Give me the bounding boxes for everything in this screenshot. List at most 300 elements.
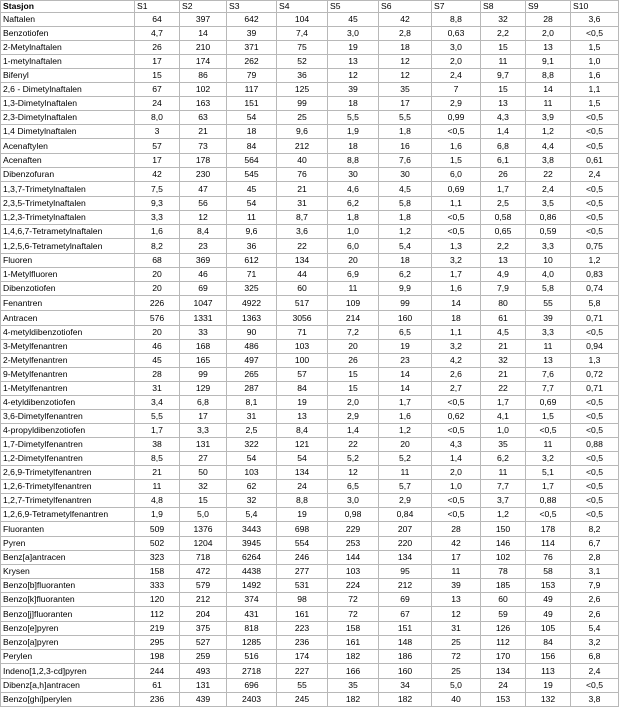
value-cell: <0,5 <box>432 396 481 410</box>
value-cell: 1,2 <box>481 508 526 522</box>
compound-name-cell: Benzo[j]fluoranten <box>1 607 135 622</box>
value-cell: 59 <box>481 607 526 622</box>
table-row <box>1 296 619 311</box>
value-cell: 516 <box>227 650 277 664</box>
value-cell: 3,3 <box>180 424 227 438</box>
value-cell: 30 <box>328 168 379 182</box>
value-cell: 1,7 <box>481 182 526 197</box>
value-cell: 2,7 <box>432 382 481 396</box>
value-cell: 3 <box>135 125 180 139</box>
value-cell: 11 <box>526 97 571 111</box>
table-row <box>1 522 619 537</box>
value-cell: 102 <box>180 83 227 97</box>
value-cell: 5,1 <box>526 466 571 480</box>
value-cell: 31 <box>227 410 277 424</box>
value-cell: 2,4 <box>571 664 619 679</box>
value-cell: 219 <box>135 622 180 636</box>
value-cell: 21 <box>481 340 526 354</box>
value-cell: 207 <box>379 522 432 537</box>
value-cell: 15 <box>481 41 526 55</box>
value-cell: 0,99 <box>432 111 481 125</box>
value-cell: 23 <box>379 354 432 368</box>
value-cell: 1,7 <box>481 396 526 410</box>
value-cell: 2,6 <box>571 593 619 607</box>
value-cell: 21 <box>180 125 227 139</box>
value-cell: 16 <box>379 139 432 154</box>
value-cell: 6,2 <box>328 197 379 211</box>
value-cell: 76 <box>277 168 328 182</box>
value-cell: 564 <box>227 154 277 168</box>
compound-name-cell: 1,2,6-Trimetylfenantren <box>1 480 135 494</box>
compound-name-cell: 2,3-Dimetylnaftalen <box>1 111 135 125</box>
value-cell: 7,9 <box>571 579 619 593</box>
value-cell: 11 <box>379 466 432 480</box>
value-cell: 7,4 <box>277 27 328 41</box>
value-cell: 322 <box>227 438 277 452</box>
column-header-s3: S3 <box>227 1 277 13</box>
value-cell: 11 <box>526 340 571 354</box>
value-cell: 13 <box>481 254 526 268</box>
value-cell: 1331 <box>180 311 227 326</box>
value-cell: 61 <box>481 311 526 326</box>
value-cell: 3443 <box>227 522 277 537</box>
value-cell: 17 <box>432 551 481 565</box>
value-cell: 35 <box>481 438 526 452</box>
value-cell: 4,5 <box>481 326 526 340</box>
value-cell: <0,5 <box>571 508 619 522</box>
value-cell: 236 <box>277 636 328 650</box>
value-cell: 165 <box>180 354 227 368</box>
value-cell: 262 <box>227 55 277 69</box>
value-cell: 131 <box>180 679 227 693</box>
value-cell: <0,5 <box>526 508 571 522</box>
value-cell: 39 <box>432 579 481 593</box>
value-cell: 554 <box>277 537 328 551</box>
table-row <box>1 83 619 97</box>
compound-name-cell: Dibenz[a,h]antracen <box>1 679 135 693</box>
value-cell: 0,94 <box>571 340 619 354</box>
value-cell: 12 <box>432 607 481 622</box>
value-cell: 20 <box>328 254 379 268</box>
value-cell: 134 <box>277 254 328 268</box>
value-cell: 26 <box>135 41 180 55</box>
value-cell: 158 <box>328 622 379 636</box>
value-cell: 38 <box>135 438 180 452</box>
value-cell: 0,61 <box>571 154 619 168</box>
value-cell: 32 <box>481 354 526 368</box>
value-cell: 55 <box>526 296 571 311</box>
value-cell: 11 <box>328 282 379 296</box>
value-cell: 236 <box>135 693 180 707</box>
value-cell: 13 <box>432 593 481 607</box>
value-cell: 113 <box>526 664 571 679</box>
compound-name-cell: 1,2,3-Trimetylnaftalen <box>1 211 135 225</box>
compound-name-cell: Acenaften <box>1 154 135 168</box>
value-cell: 18 <box>328 97 379 111</box>
value-cell: 17 <box>135 55 180 69</box>
value-cell: 1,4 <box>432 452 481 466</box>
value-cell: 6,1 <box>481 154 526 168</box>
value-cell: 2,8 <box>379 27 432 41</box>
value-cell: 2403 <box>227 693 277 707</box>
value-cell: 148 <box>379 636 432 650</box>
value-cell: 2,4 <box>432 69 481 83</box>
value-cell: 244 <box>135 664 180 679</box>
value-cell: 0,75 <box>571 239 619 254</box>
table-row <box>1 211 619 225</box>
value-cell: 146 <box>481 537 526 551</box>
value-cell: 6,2 <box>379 268 432 282</box>
value-cell: 497 <box>227 354 277 368</box>
value-cell: 545 <box>227 168 277 182</box>
value-cell: 431 <box>227 607 277 622</box>
value-cell: <0,5 <box>571 494 619 508</box>
value-cell: 3,6 <box>277 225 328 239</box>
value-cell: 84 <box>227 139 277 154</box>
value-cell: <0,5 <box>571 125 619 139</box>
table-row <box>1 650 619 664</box>
value-cell: 5,5 <box>135 410 180 424</box>
value-cell: 3,2 <box>571 636 619 650</box>
value-cell: 9,9 <box>379 282 432 296</box>
value-cell: 120 <box>135 593 180 607</box>
value-cell: 212 <box>180 593 227 607</box>
value-cell: 57 <box>277 368 328 382</box>
value-cell: 7 <box>432 83 481 97</box>
value-cell: 80 <box>481 296 526 311</box>
value-cell: 277 <box>277 565 328 579</box>
value-cell: 0,58 <box>481 211 526 225</box>
value-cell: 7,6 <box>526 368 571 382</box>
value-cell: 6,5 <box>379 326 432 340</box>
value-cell: 71 <box>277 326 328 340</box>
value-cell: 1,3 <box>571 354 619 368</box>
value-cell: 144 <box>328 551 379 565</box>
value-cell: 0,74 <box>571 282 619 296</box>
value-cell: 54 <box>227 111 277 125</box>
value-cell: 25 <box>277 111 328 125</box>
compound-name-cell: Naftalen <box>1 13 135 27</box>
value-cell: <0,5 <box>571 396 619 410</box>
table-row <box>1 268 619 282</box>
compound-name-cell: 3,6-Dimetylfenantren <box>1 410 135 424</box>
value-cell: 158 <box>135 565 180 579</box>
table-row <box>1 311 619 326</box>
value-cell: 8,0 <box>135 111 180 125</box>
value-cell: 72 <box>328 593 379 607</box>
value-cell: 3,3 <box>526 239 571 254</box>
value-cell: 333 <box>135 579 180 593</box>
value-cell: 472 <box>180 565 227 579</box>
value-cell: 493 <box>180 664 227 679</box>
table-row <box>1 424 619 438</box>
compound-name-cell: Benzo[a]pyren <box>1 636 135 650</box>
table-row <box>1 168 619 182</box>
compound-name-cell: 1-Metylfluoren <box>1 268 135 282</box>
value-cell: 5,2 <box>328 452 379 466</box>
value-cell: 0,65 <box>481 225 526 239</box>
value-cell: 52 <box>277 55 328 69</box>
value-cell: 12 <box>180 211 227 225</box>
value-cell: 11 <box>481 55 526 69</box>
value-cell: 31 <box>135 382 180 396</box>
value-cell: 32 <box>227 494 277 508</box>
table-row <box>1 354 619 368</box>
table-row <box>1 494 619 508</box>
table-row <box>1 111 619 125</box>
value-cell: 2,9 <box>379 494 432 508</box>
value-cell: 7,9 <box>481 282 526 296</box>
value-cell: 15 <box>180 494 227 508</box>
value-cell: 3,7 <box>481 494 526 508</box>
table-row <box>1 622 619 636</box>
value-cell: 1,2 <box>379 225 432 239</box>
value-cell: 1,3 <box>432 239 481 254</box>
table-row <box>1 480 619 494</box>
value-cell: 18 <box>379 254 432 268</box>
value-cell: 109 <box>328 296 379 311</box>
value-cell: 49 <box>526 593 571 607</box>
value-cell: 527 <box>180 636 227 650</box>
value-cell: 642 <box>227 13 277 27</box>
value-cell: 134 <box>481 664 526 679</box>
value-cell: 3,3 <box>526 326 571 340</box>
value-cell: 1,2 <box>526 125 571 139</box>
compound-name-cell: Benz[a]antracen <box>1 551 135 565</box>
compound-name-cell: 1,2,6,9-Tetrametylfenantren <box>1 508 135 522</box>
table-row <box>1 282 619 296</box>
value-cell: <0,5 <box>571 139 619 154</box>
compound-name-cell: Krysen <box>1 565 135 579</box>
value-cell: 1,8 <box>379 211 432 225</box>
value-cell: 58 <box>526 565 571 579</box>
value-cell: 1204 <box>180 537 227 551</box>
value-cell: 174 <box>180 55 227 69</box>
value-cell: 0,69 <box>526 396 571 410</box>
compound-name-cell: 1,3-Dimetylnaftalen <box>1 97 135 111</box>
value-cell: 13 <box>526 354 571 368</box>
value-cell: 42 <box>379 13 432 27</box>
value-cell: 8,8 <box>432 13 481 27</box>
value-cell: 1,0 <box>328 225 379 239</box>
value-cell: 6,0 <box>328 239 379 254</box>
value-cell: 99 <box>379 296 432 311</box>
value-cell: 42 <box>135 168 180 182</box>
value-cell: 8,5 <box>135 452 180 466</box>
value-cell: 18 <box>432 311 481 326</box>
value-cell: <0,5 <box>571 197 619 211</box>
value-cell: <0,5 <box>571 466 619 480</box>
value-cell: 68 <box>135 254 180 268</box>
value-cell: 9,3 <box>135 197 180 211</box>
value-cell: 13 <box>277 410 328 424</box>
value-cell: 4,8 <box>135 494 180 508</box>
value-cell: 6,0 <box>432 168 481 182</box>
value-cell: 19 <box>379 340 432 354</box>
table-row <box>1 438 619 452</box>
value-cell: 1,7 <box>379 396 432 410</box>
value-cell: 178 <box>526 522 571 537</box>
compound-name-cell: 1,4,6,7-Tetrametylnaftalen <box>1 225 135 239</box>
value-cell: <0,5 <box>571 424 619 438</box>
column-header-s2: S2 <box>180 1 227 13</box>
value-cell: 1,5 <box>432 154 481 168</box>
table-row <box>1 607 619 622</box>
value-cell: 439 <box>180 693 227 707</box>
value-cell: 166 <box>328 664 379 679</box>
value-cell: 14 <box>180 27 227 41</box>
value-cell: 1,6 <box>135 225 180 239</box>
value-cell: 1,8 <box>328 211 379 225</box>
value-cell: 4,0 <box>526 268 571 282</box>
value-cell: 161 <box>277 607 328 622</box>
value-cell: 1,5 <box>571 41 619 55</box>
compound-name-cell: 4-etyldibenzotiofen <box>1 396 135 410</box>
value-cell: 36 <box>277 69 328 83</box>
value-cell: 579 <box>180 579 227 593</box>
compound-name-cell: 4-propyldibenzotiofen <box>1 424 135 438</box>
table-row <box>1 13 619 27</box>
value-cell: 0,72 <box>571 368 619 382</box>
value-cell: 69 <box>180 282 227 296</box>
compound-name-cell: 1,7-Dimetylfenantren <box>1 438 135 452</box>
compound-name-cell: Benzo[ghi]perylen <box>1 693 135 707</box>
value-cell: 0,83 <box>571 268 619 282</box>
table-row <box>1 452 619 466</box>
value-cell: 227 <box>277 664 328 679</box>
value-cell: 129 <box>180 382 227 396</box>
value-cell: 1492 <box>227 579 277 593</box>
value-cell: 2,0 <box>526 27 571 41</box>
value-cell: <0,5 <box>571 326 619 340</box>
value-cell: 8,8 <box>277 494 328 508</box>
value-cell: 153 <box>526 579 571 593</box>
value-cell: 27 <box>180 452 227 466</box>
compound-name-cell: Fluoren <box>1 254 135 268</box>
value-cell: 31 <box>432 622 481 636</box>
value-cell: 0,69 <box>432 182 481 197</box>
column-header-s10: S10 <box>571 1 619 13</box>
value-cell: 226 <box>135 296 180 311</box>
value-cell: 6,2 <box>481 452 526 466</box>
value-cell: 9,6 <box>277 125 328 139</box>
column-header-stasjon: Stasjon <box>1 1 135 13</box>
compound-name-cell: 1,2,5,6-Tetrametylnaftalen <box>1 239 135 254</box>
value-cell: <0,5 <box>571 410 619 424</box>
value-cell: 1,8 <box>379 125 432 139</box>
value-cell: 121 <box>277 438 328 452</box>
table-row <box>1 254 619 268</box>
value-cell: 2,2 <box>481 27 526 41</box>
value-cell: 28 <box>432 522 481 537</box>
value-cell: 156 <box>526 650 571 664</box>
value-cell: 99 <box>180 368 227 382</box>
value-cell: 0,71 <box>571 311 619 326</box>
value-cell: 28 <box>526 13 571 27</box>
value-cell: 18 <box>227 125 277 139</box>
compound-name-cell: Benzo[k]fluoranten <box>1 593 135 607</box>
table-row <box>1 579 619 593</box>
value-cell: 0,59 <box>526 225 571 239</box>
table-row <box>1 197 619 211</box>
value-cell: <0,5 <box>571 182 619 197</box>
value-cell: 62 <box>227 480 277 494</box>
value-cell: 1,7 <box>526 480 571 494</box>
value-cell: 5,2 <box>379 452 432 466</box>
value-cell: 4,4 <box>526 139 571 154</box>
value-cell: 531 <box>277 579 328 593</box>
value-cell: 2,6 <box>432 368 481 382</box>
value-cell: 186 <box>379 650 432 664</box>
value-cell: 1,7 <box>432 268 481 282</box>
value-cell: 210 <box>180 41 227 55</box>
value-cell: 374 <box>227 593 277 607</box>
value-cell: 64 <box>135 13 180 27</box>
value-cell: 12 <box>379 55 432 69</box>
value-cell: 0,98 <box>328 508 379 522</box>
column-header-s9: S9 <box>526 1 571 13</box>
value-cell: 11 <box>432 565 481 579</box>
compound-name-cell: Benzotiofen <box>1 27 135 41</box>
value-cell: 35 <box>328 679 379 693</box>
value-cell: 3,0 <box>328 494 379 508</box>
value-cell: 13 <box>481 97 526 111</box>
value-cell: <0,5 <box>526 424 571 438</box>
value-cell: <0,5 <box>432 225 481 239</box>
value-cell: 4,3 <box>481 111 526 125</box>
value-cell: 5,4 <box>379 239 432 254</box>
value-cell: 32 <box>180 480 227 494</box>
value-cell: 72 <box>328 607 379 622</box>
value-cell: 160 <box>379 664 432 679</box>
compound-name-cell: 2-Metylfenantren <box>1 354 135 368</box>
value-cell: 114 <box>526 537 571 551</box>
value-cell: 84 <box>526 636 571 650</box>
value-cell: 6,7 <box>571 537 619 551</box>
table-row <box>1 41 619 55</box>
value-cell: 69 <box>379 593 432 607</box>
compound-name-cell: Perylen <box>1 650 135 664</box>
value-cell: 76 <box>526 551 571 565</box>
value-cell: 84 <box>277 382 328 396</box>
value-cell: 0,84 <box>379 508 432 522</box>
value-cell: 39 <box>526 311 571 326</box>
value-cell: 4,7 <box>135 27 180 41</box>
table-row <box>1 410 619 424</box>
value-cell: <0,5 <box>571 111 619 125</box>
value-cell: 55 <box>277 679 328 693</box>
compound-name-cell: Dibenzotiofen <box>1 282 135 296</box>
value-cell: 13 <box>328 55 379 69</box>
table-row <box>1 382 619 396</box>
value-cell: 44 <box>277 268 328 282</box>
value-cell: 160 <box>379 311 432 326</box>
value-cell: 15 <box>481 83 526 97</box>
value-cell: 21 <box>135 466 180 480</box>
value-cell: 204 <box>180 607 227 622</box>
value-cell: 220 <box>379 537 432 551</box>
value-cell: 229 <box>328 522 379 537</box>
value-cell: 2,2 <box>481 239 526 254</box>
value-cell: 1,1 <box>432 326 481 340</box>
value-cell: 170 <box>481 650 526 664</box>
value-cell: 1,2 <box>379 424 432 438</box>
value-cell: 63 <box>180 111 227 125</box>
value-cell: 2718 <box>227 664 277 679</box>
value-cell: 5,5 <box>379 111 432 125</box>
table-row <box>1 508 619 522</box>
value-cell: 265 <box>227 368 277 382</box>
